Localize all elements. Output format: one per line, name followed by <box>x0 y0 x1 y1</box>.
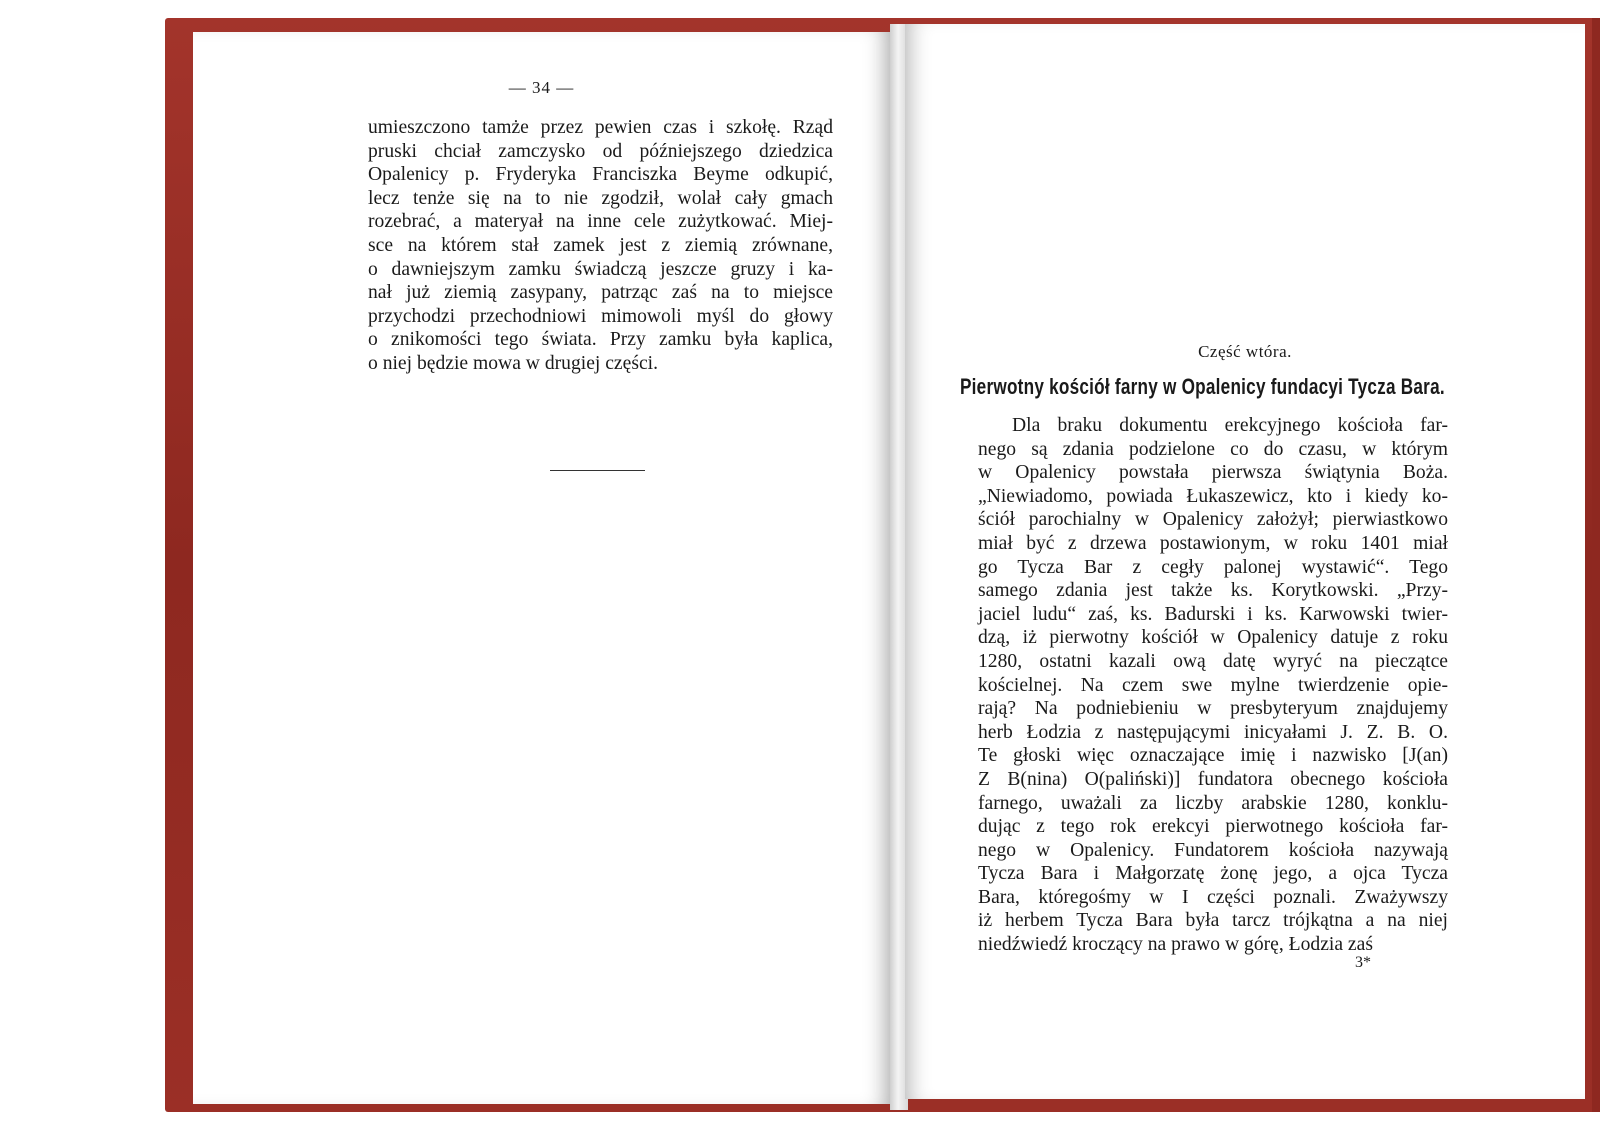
text-line: w Opalenicy powstała pierwsza świątynia Boża. <box>978 462 1448 484</box>
text-line: miał być z drzewa postawionym, w roku 1401 miał <box>978 532 1448 554</box>
right-page <box>905 24 1585 1099</box>
text-line: go Tycza Bar z cegły palonej wystawić“. Tego <box>978 556 1448 578</box>
text-line: niedźwiedź kroczący na prawo w górę, Łodzia zaś <box>978 934 1373 956</box>
text-line: pruski chciał zamczysko od późniejszego dziedzica <box>368 140 833 162</box>
text-line: sce na którem stał zamek jest z ziemią zrównane, <box>368 234 833 256</box>
text-line: iż herbem Tycza Bara była tarcz trójkątna a na niej <box>978 910 1448 932</box>
text-line: Bara, któregośmy w I części poznali. Zważywszy <box>978 886 1448 908</box>
text-line: 1280, ostatni kazali ową datę wyryć na pieczątce <box>978 650 1448 672</box>
text-line: rają? Na podniebieniu w presbyteryum znajdujemy <box>978 698 1448 720</box>
text-line: o dawniejszym zamku świadczą jeszcze gruzy i ka- <box>368 258 833 280</box>
text-line: dując z tego rok erekcyi pierwotnego kościoła far- <box>978 816 1448 838</box>
text-line: nał już ziemią zasypany, patrząc zaś na to miejsce <box>368 282 833 304</box>
text-line: Te głoski więc oznaczające imię i nazwisko [J(an) <box>978 745 1448 767</box>
text-line: o niej będzie mowa w drugiej części. <box>368 352 658 374</box>
text-line: Tycza Bara i Małgorzatę żonę jego, a ojca Tycza <box>978 863 1448 885</box>
text-line: umieszczono tamże przez pewien czas i szkołę. Rząd <box>368 117 833 138</box>
book-cover-edge <box>1592 18 1600 1112</box>
text-line: kościelnej. Na czem swe mylne twierdzenie opie- <box>978 674 1448 696</box>
text-line: jaciel ludu“ zaś, ks. Badurski i ks. Karwowski twier- <box>978 603 1448 625</box>
section-end-rule <box>550 470 645 471</box>
text-line: ściół parochialny w Opalenicy założył; pierwiastkowo <box>978 509 1448 531</box>
left-page-paragraph <box>368 116 833 376</box>
text-line: Opalenicy p. Fryderyka Franciszka Beyme odkupić, <box>368 164 833 186</box>
text-line: Z B(nina) O(paliński)] fundatora obecnego kościoła <box>978 768 1448 790</box>
text-line: przychodzi przechodniowi mimowoli myśl do głowy <box>368 305 833 327</box>
signature-mark: 3* <box>1355 954 1371 971</box>
left-page <box>193 32 890 1104</box>
text-line: farnego, uważali za liczby arabskie 1280, konklu- <box>978 792 1448 814</box>
chapter-heading: Pierwotny kościół farny w Opalenicy fundacyi Tycza Bara. <box>960 374 1445 399</box>
text-line: lecz tenże się na to nie zgodził, wolał cały gmach <box>368 187 833 209</box>
text-line: dzą, iż pierwotny kościół w Opalenicy datuje z roku <box>978 627 1448 649</box>
text-line: nego w Opalenicy. Fundatorem kościoła nazywają <box>978 839 1448 861</box>
text-line: herb Łodzia z następującymi inicyałami J. Z. B. O. <box>978 721 1448 743</box>
page-number: — 34 — <box>508 78 575 97</box>
text-line: o znikomości tego świata. Przy zamku była kaplica, <box>368 329 833 351</box>
right-page-paragraph <box>978 414 1448 957</box>
text-line: „Niewiadomo, powiada Łukaszewicz, kto i kiedy ko- <box>978 485 1448 507</box>
text-line: Dla braku dokumentu erekcyjnego kościoła far- <box>1012 415 1448 436</box>
text-line: rozebrać, a materyał na inne cele zużytkować. Miej- <box>368 211 833 233</box>
text-line: samego zdania jest także ks. Korytkowski. „Przy- <box>978 580 1448 602</box>
text-line: nego są zdania podzielone co do czasu, w którym <box>978 438 1448 460</box>
part-title: Część wtóra. <box>1198 342 1292 361</box>
